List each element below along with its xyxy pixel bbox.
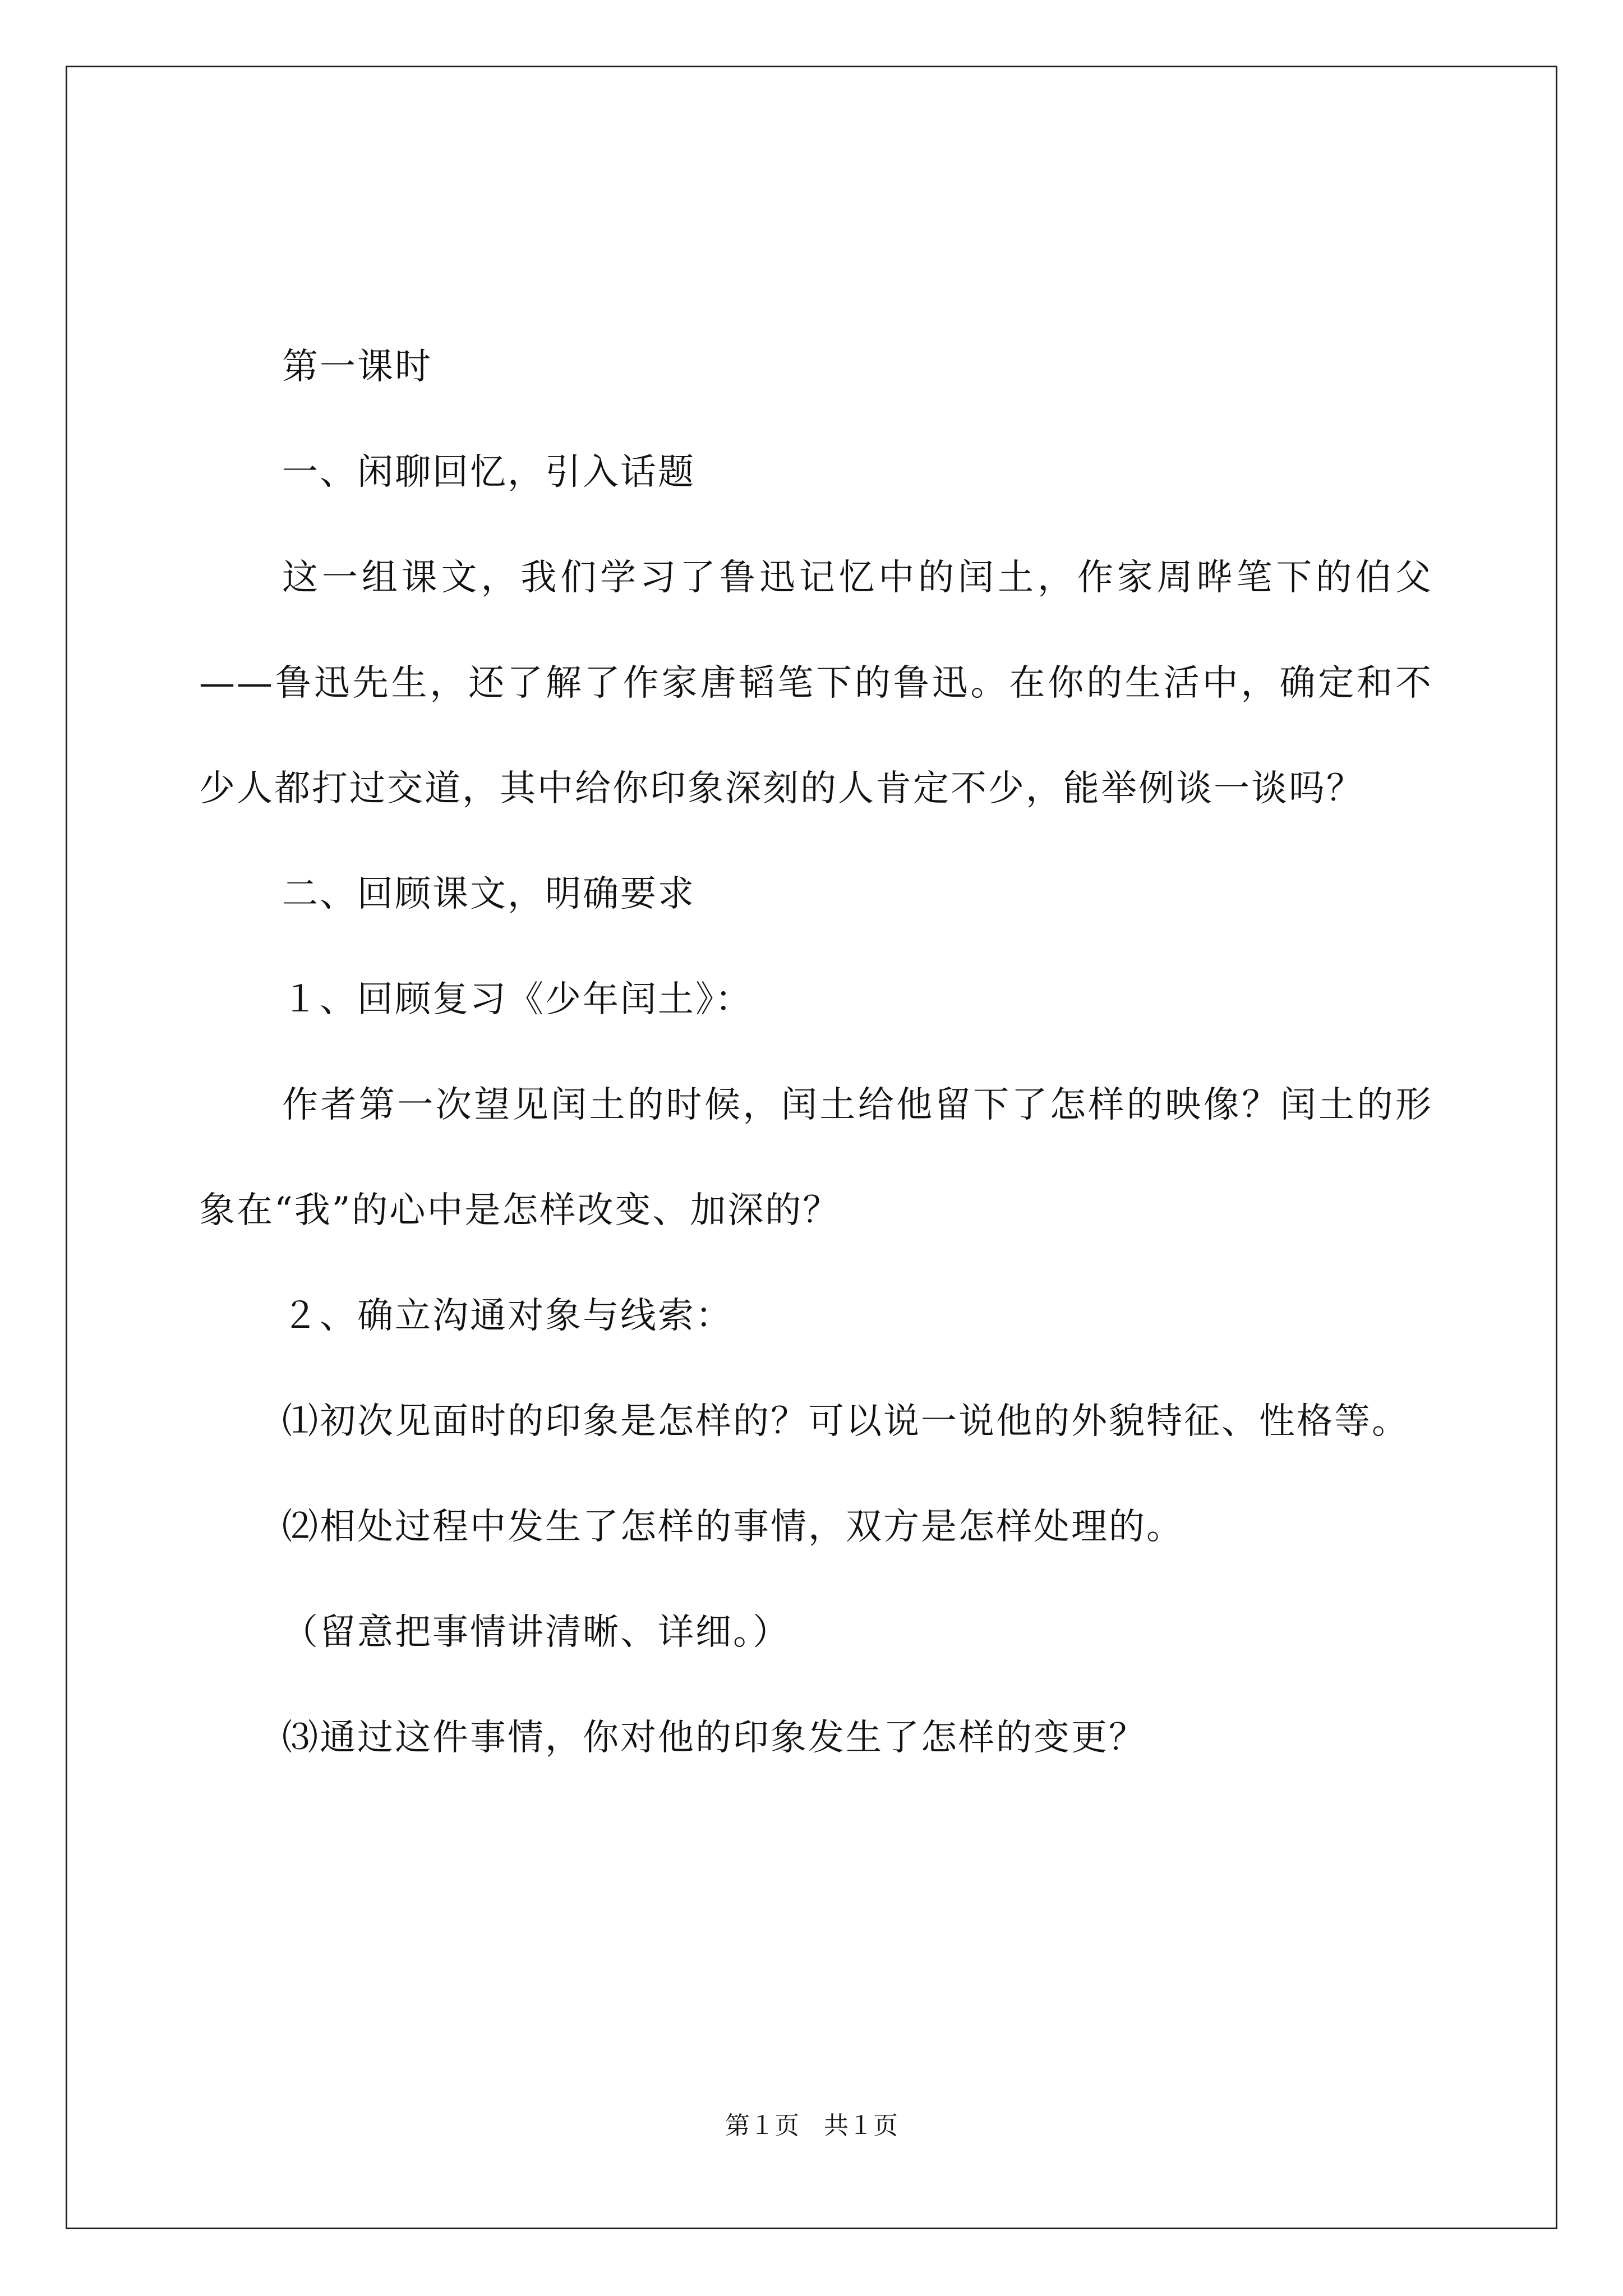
- item-1-question: 作者第一次望见闰土的时候，闰土给他留下了怎样的映像？闰土的形象在“我”的心中是怎样改变、加深的？: [199, 1084, 1433, 1231]
- lesson-title: 第一课时: [282, 346, 432, 388]
- section-heading-1: 一、闲聊回忆，引入话题: [282, 452, 695, 493]
- sub-item-2: ⑵相处过程中发生了怎样的事情，双方是怎样处理的。: [282, 1506, 1184, 1548]
- intro-paragraph: 这一组课文，我们学习了鲁迅记忆中的闰土，作家周晔笔下的伯父——鲁迅先生，还了解了作家唐韬笔下的鲁迅。在你的生活中，确定和不少人都打过交道，其中给你印象深刻的人肯定不少，能举例谈一谈吗？: [199, 557, 1433, 809]
- item-2-heading: ２、确立沟通对象与线索：: [282, 1295, 733, 1337]
- item-1-heading: １、回顾复习《少年闰土》：: [282, 979, 753, 1020]
- sub-item-3: ⑶通过这件事情，你对他的印象发生了怎样的变更？: [282, 1717, 1146, 1759]
- sub-item-2-note: （留意把事情讲清晰、详细。）: [282, 1612, 790, 1653]
- document-body: [199, 314, 1433, 1791]
- page-footer: 第１页 共１页: [725, 2111, 898, 2140]
- section-heading-2: 二、回顾课文，明确要求: [282, 873, 695, 915]
- sub-item-1: ⑴初次见面时的印象是怎样的？可以说一说他的外貌特征、性格等。: [282, 1401, 1409, 1442]
